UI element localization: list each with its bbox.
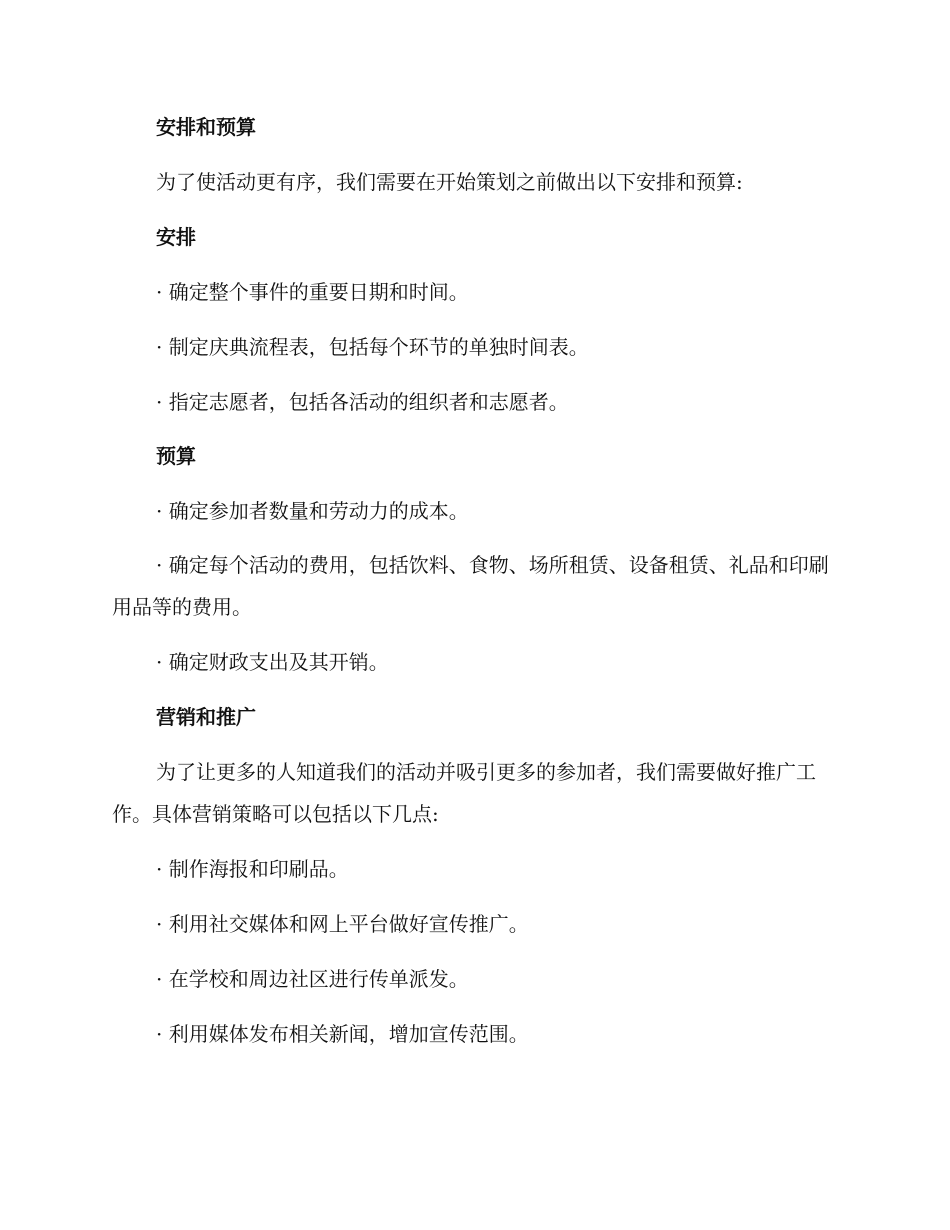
section-intro-marketing: 为了让更多的人知道我们的活动并吸引更多的参加者，我们需要做好推广工作。具体营销策略可以包括以下几点: [112,760,816,826]
list-item: · 利用社交媒体和网上平台做好宣传推广。 [156,912,529,936]
list-item: · 指定志愿者，包括各活动的组织者和志愿者。 [156,390,569,414]
list-item: · 确定每个活动的费用，包括饮料、食物、场所租赁、设备租赁、礼品和印刷用品等的费用。 [112,553,829,619]
list-item: · 确定参加者数量和劳动力的成本。 [156,499,469,523]
list-item: · 确定整个事件的重要日期和时间。 [156,280,469,304]
list-item: · 利用媒体发布相关新闻，增加宣传范围。 [156,1022,529,1046]
section-intro-arrangement-budget: 为了使活动更有序，我们需要在开始策划之前做出以下安排和预算: [156,170,743,194]
list-item: · 确定财政支出及其开销。 [156,650,389,674]
section-heading-arrangement-budget: 安排和预算 [156,115,256,139]
list-item: · 制定庆典流程表，包括每个环节的单独时间表。 [156,335,589,359]
section-heading-arrangement: 安排 [156,225,196,249]
list-item: · 制作海报和印刷品。 [156,857,349,881]
section-heading-budget: 预算 [156,444,196,468]
section-heading-marketing: 营销和推广 [156,705,256,729]
list-item: · 在学校和周边社区进行传单派发。 [156,967,469,991]
